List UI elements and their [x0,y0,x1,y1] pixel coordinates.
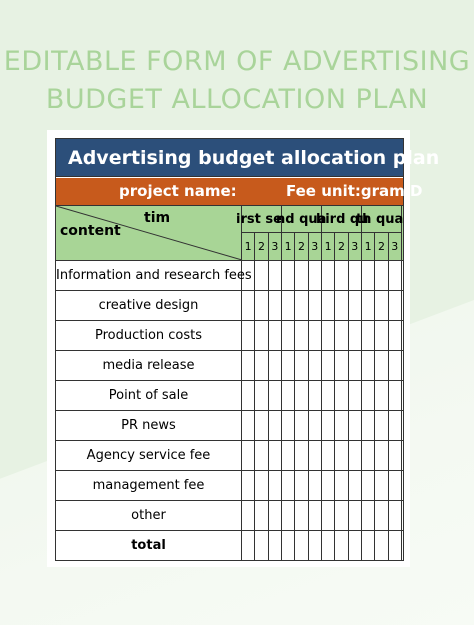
budget-cell[interactable] [255,381,268,410]
budget-cell[interactable] [362,471,375,500]
budget-cell[interactable] [309,471,322,500]
budget-cell[interactable] [269,291,282,320]
budget-cell[interactable] [309,531,322,560]
budget-cell[interactable] [282,351,295,380]
quarter-header: hird qu [322,206,362,233]
budget-cell[interactable] [322,441,335,470]
project-info-bar [56,178,423,206]
row-label: Point of sale [56,381,242,410]
budget-cell[interactable] [309,411,322,440]
page-heading-line-2: BUDGET ALLOCATION PLAN [45,84,429,115]
budget-cell[interactable] [389,381,402,410]
budget-cell[interactable] [389,321,402,350]
quarter-header: th qua [362,206,402,233]
budget-cell[interactable] [349,531,362,560]
budget-cell[interactable] [335,291,348,320]
budget-cell[interactable] [282,261,295,290]
budget-cell[interactable] [269,261,282,290]
budget-cell[interactable] [309,501,322,530]
budget-cell[interactable] [269,321,282,350]
budget-cell[interactable] [242,441,255,470]
budget-cell[interactable] [322,531,335,560]
budget-cell[interactable] [295,321,308,350]
budget-cell[interactable] [269,531,282,560]
budget-cell[interactable] [282,531,295,560]
table-row [56,501,403,531]
budget-sheet [55,138,440,561]
budget-cell[interactable] [295,261,308,290]
budget-cell[interactable] [255,471,268,500]
budget-cell[interactable] [349,321,362,350]
budget-cell[interactable] [389,351,402,380]
sheet-title: Advertising budget allocation plan [56,139,403,177]
table-row [56,321,403,351]
month-header: 1 [362,233,375,260]
budget-cell[interactable] [349,381,362,410]
table-header [56,206,403,261]
budget-cell[interactable] [335,351,348,380]
budget-cell[interactable] [322,351,335,380]
budget-cell[interactable] [295,351,308,380]
quarter-header: nd qua [282,206,322,233]
budget-cell[interactable] [349,411,362,440]
budget-cell[interactable] [375,261,388,290]
budget-cell[interactable] [282,321,295,350]
budget-cell[interactable] [282,381,295,410]
budget-cell[interactable] [242,471,255,500]
page-heading-line-1: EDITABLE FORM OF ADVERTISING [3,46,471,77]
budget-cell[interactable] [349,261,362,290]
budget-cell[interactable] [309,261,322,290]
budget-cell[interactable] [269,441,282,470]
budget-cell[interactable] [309,291,322,320]
budget-cell[interactable] [295,291,308,320]
row-label: management fee [56,471,242,500]
budget-cell[interactable] [309,351,322,380]
budget-cell[interactable] [335,441,348,470]
budget-cell[interactable] [335,531,348,560]
budget-cell[interactable] [389,531,402,560]
budget-cell[interactable] [242,291,255,320]
budget-cell[interactable] [375,531,388,560]
budget-cell[interactable] [389,441,402,470]
budget-cell[interactable] [335,501,348,530]
budget-cell[interactable] [269,411,282,440]
month-header: 3 [349,233,362,260]
budget-cell[interactable] [255,501,268,530]
budget-cell[interactable] [362,411,375,440]
table-row [56,351,403,381]
budget-cell[interactable] [255,411,268,440]
table-row [56,291,403,321]
row-label: media release [56,351,242,380]
budget-cell[interactable] [389,291,402,320]
budget-cell[interactable] [242,321,255,350]
month-header: 2 [335,233,348,260]
budget-cell[interactable] [282,411,295,440]
month-header: 1 [282,233,295,260]
month-header: 3 [269,233,282,260]
month-header: 2 [375,233,388,260]
budget-cell[interactable] [269,501,282,530]
budget-cell[interactable] [335,381,348,410]
budget-cell[interactable] [375,381,388,410]
table-row [56,381,403,411]
budget-cell[interactable] [389,411,402,440]
budget-cell[interactable] [242,381,255,410]
budget-cell[interactable] [322,411,335,440]
budget-cell[interactable] [335,321,348,350]
budget-cell[interactable] [309,321,322,350]
budget-cell[interactable] [242,351,255,380]
budget-cell[interactable] [242,261,255,290]
budget-cell[interactable] [349,291,362,320]
month-header: 1 [322,233,335,260]
budget-cell[interactable] [322,321,335,350]
row-label: Agency service fee [56,441,242,470]
budget-cell[interactable] [255,531,268,560]
budget-cell[interactable] [375,441,388,470]
row-label: other [56,501,242,530]
month-header: 2 [255,233,268,260]
table-row [56,471,403,501]
budget-cell[interactable] [335,411,348,440]
budget-cell[interactable] [362,501,375,530]
budget-cell[interactable] [295,381,308,410]
budget-cell[interactable] [322,291,335,320]
budget-cell[interactable] [335,471,348,500]
budget-cell[interactable] [375,501,388,530]
budget-cell[interactable] [362,321,375,350]
budget-cell[interactable] [309,441,322,470]
budget-cell[interactable] [349,441,362,470]
diagonal-corner-cell [56,206,242,260]
budget-cell[interactable] [295,531,308,560]
budget-cell[interactable] [269,471,282,500]
budget-cell[interactable] [295,411,308,440]
budget-cell[interactable] [322,261,335,290]
budget-cell[interactable] [295,501,308,530]
table-row [56,411,403,441]
month-header: 2 [295,233,308,260]
budget-cell[interactable] [242,501,255,530]
budget-cell[interactable] [389,501,402,530]
budget-cell[interactable] [362,381,375,410]
row-label: Information and research fees [56,261,242,290]
budget-cell[interactable] [389,471,402,500]
budget-cell[interactable] [349,471,362,500]
budget-cell[interactable] [295,441,308,470]
budget-cell[interactable] [322,471,335,500]
quarter-header: irst se [242,206,282,233]
budget-cell[interactable] [269,351,282,380]
budget-cell[interactable] [255,291,268,320]
budget-cell[interactable] [242,411,255,440]
budget-cell[interactable] [349,351,362,380]
budget-cell[interactable] [375,321,388,350]
month-header: 3 [389,233,402,260]
budget-cell[interactable] [362,531,375,560]
row-label: PR news [56,411,242,440]
budget-cell[interactable] [362,261,375,290]
budget-cell[interactable] [322,501,335,530]
budget-cell[interactable] [295,471,308,500]
budget-cell[interactable] [389,261,402,290]
budget-cell[interactable] [375,291,388,320]
budget-cell[interactable] [309,381,322,410]
budget-cell[interactable] [375,471,388,500]
table-row [56,531,403,561]
row-label: total [56,531,242,560]
project-name-label: project name: [119,182,237,200]
form-preview-card [47,130,440,567]
budget-cell[interactable] [375,351,388,380]
budget-cell[interactable] [322,381,335,410]
table-row [56,441,403,471]
budget-cell[interactable] [269,381,282,410]
corner-content-label: content [60,223,121,239]
budget-cell[interactable] [375,411,388,440]
budget-cell[interactable] [255,441,268,470]
budget-cell[interactable] [362,351,375,380]
budget-cell[interactable] [255,351,268,380]
budget-cell[interactable] [255,321,268,350]
corner-time-label: tim [144,210,171,226]
row-label: Production costs [56,321,242,350]
budget-cell[interactable] [242,531,255,560]
budget-cell[interactable] [362,441,375,470]
budget-cell[interactable] [282,441,295,470]
budget-cell[interactable] [335,261,348,290]
table-row [56,261,403,291]
fee-unit-label: Fee unit:gram D [286,182,423,200]
budget-cell[interactable] [362,291,375,320]
budget-cell[interactable] [282,291,295,320]
budget-cell[interactable] [255,261,268,290]
row-label: creative design [56,291,242,320]
budget-cell[interactable] [282,471,295,500]
budget-cell[interactable] [349,501,362,530]
budget-cell[interactable] [282,501,295,530]
month-header: 1 [242,233,255,260]
month-header: 3 [309,233,322,260]
